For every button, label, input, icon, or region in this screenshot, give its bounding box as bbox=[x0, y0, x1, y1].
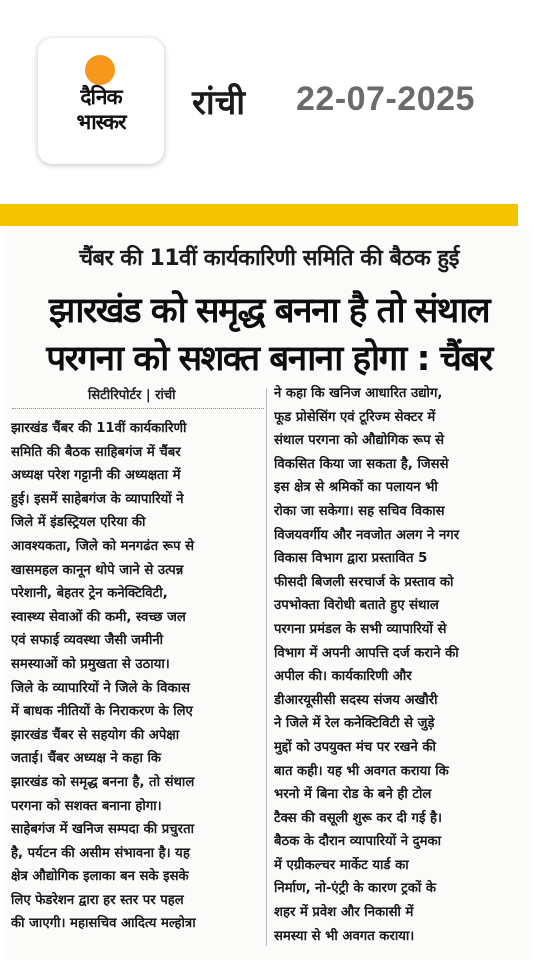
column-line: झारखंड चैंबर से सहयोग की अपेक्षा bbox=[11, 727, 180, 743]
column-line: टैक्स की वसूली शुरू कर दी गई है। bbox=[274, 810, 443, 826]
column-line: भरनो में बिना रोड के बने ही टोल bbox=[274, 787, 432, 803]
column-line: झारखंड को समृद्ध बनना है, तो संथाल bbox=[11, 774, 195, 790]
column-line: जिले के व्यापारियों ने जिले के विकास bbox=[11, 680, 190, 696]
column-line: परगना को सशक्त बनाना होगा। bbox=[11, 798, 162, 814]
column-line: समस्या से भी अवगत कराया। bbox=[274, 928, 415, 944]
edition-date: 22-07-2025 bbox=[296, 80, 475, 118]
column-line: मुद्दों को उपयुक्त मंच पर रखने की bbox=[274, 739, 436, 755]
column-line: ने कहा कि खनिज आधारित उद्योग, bbox=[274, 386, 443, 401]
column-line: बैठक के दौरान व्यापारियों ने दुमका bbox=[274, 834, 442, 850]
logo-text-line1: दैनिक bbox=[80, 85, 122, 109]
column-line: समिति की बैठक साहिबगंज में चैंबर bbox=[11, 444, 181, 460]
column-line: में बाधक नीतियों के निराकरण के लिए bbox=[11, 704, 193, 720]
column-line: रोका जा सकेगा। सह सचिव विकास bbox=[274, 503, 445, 519]
article-column-left bbox=[11, 417, 259, 936]
column-line: खासमहल कानून थोपे जाने से उत्पन्न bbox=[11, 562, 184, 578]
column-line: स्वास्थ्य सेवाओं की कमी, स्वच्छ जल bbox=[11, 609, 186, 625]
accent-bar bbox=[0, 204, 518, 226]
city-label: रांची bbox=[192, 83, 246, 123]
column-line: है, पर्यटन की असीम संभावना है। यह bbox=[11, 845, 190, 861]
logo-text-line2: भास्कर bbox=[76, 110, 126, 134]
column-line: परगना प्रमंडल के सभी व्यापारियों से bbox=[274, 621, 447, 637]
column-line: जिले में इंडस्ट्रियल एरिया की bbox=[11, 515, 146, 531]
column-line: झारखंड चैंबर की 11वीं कार्यकारिणी bbox=[11, 421, 187, 436]
column-line: की जाएगी। महासचिव आदित्य मल्होत्रा bbox=[11, 916, 196, 932]
article-subhead: चैंबर की 11वीं कार्यकारिणी समिति की बैठक हुई bbox=[79, 246, 459, 271]
column-line: इस क्षेत्र से श्रमिकों का पलायन भी bbox=[274, 480, 438, 496]
byline: सिटीरिपोर्टर | रांची bbox=[88, 388, 176, 403]
column-line: ने जिले में रेल कनेक्टिविटी से जुड़े bbox=[274, 716, 435, 732]
column-line: फूड प्रोसेसिंग एवं टूरिज्म सेक्टर में bbox=[274, 409, 436, 425]
column-line: जताई। चैंबर अध्यक्ष ने कहा कि bbox=[11, 751, 161, 767]
column-line: अपील की। कार्यकारिणी और bbox=[274, 669, 412, 685]
article-column-right bbox=[274, 382, 522, 948]
column-divider bbox=[266, 388, 267, 946]
column-line: परेशानी, बेहतर ट्रेन कनेक्टिविटी, bbox=[11, 586, 168, 602]
column-line: संथाल परगना को औद्योगिक रूप से bbox=[274, 433, 445, 449]
headline-line-2: परगना को सशक्त बनाना होगा : चैंबर bbox=[46, 339, 492, 379]
column-line: आवश्यकता, जिले को मनगढंत रूप से bbox=[11, 538, 194, 554]
column-line: उपभोक्ता विरोधी बताते हुए संथाल bbox=[274, 598, 439, 614]
column-line: निर्माण, नो-एंट्री के कारण ट्रकों के bbox=[274, 881, 437, 897]
sun-icon bbox=[85, 55, 115, 85]
column-line: लिए फेडरेशन द्वारा हर स्तर पर पहल bbox=[11, 892, 184, 908]
column-line: एवं सफाई व्यवस्था जैसी जमीनी bbox=[11, 633, 164, 649]
column-line: क्षेत्र औद्योगिक इलाका बन सके इसके bbox=[11, 869, 189, 885]
column-line: विकास विभाग द्वारा प्रस्तावित 5 bbox=[274, 551, 428, 567]
column-line: विभाग में अपनी आपत्ति दर्ज कराने की bbox=[274, 645, 459, 661]
column-line: विजयवर्गीय और नवजोत अलग ने नगर bbox=[274, 527, 460, 543]
column-line: साहेबगंज में खनिज सम्पदा की प्रचुरता bbox=[11, 822, 194, 838]
byline-divider bbox=[12, 408, 264, 409]
column-line: बात कही। यह भी अवगत कराया कि bbox=[274, 763, 449, 779]
column-line: समस्याओं को प्रमुखता से उठाया। bbox=[11, 656, 170, 672]
column-line: हुई। इसमें साहेबगंज के व्यापारियों ने bbox=[11, 491, 184, 507]
dainik-bhaskar-logo bbox=[38, 38, 164, 164]
column-line: में एग्रीकल्चर मार्केट यार्ड का bbox=[274, 857, 409, 873]
column-line: अध्यक्ष परेश गट्टानी की अध्यक्षता में bbox=[11, 468, 181, 484]
column-line: विकसित किया जा सकता है, जिससे bbox=[274, 456, 449, 472]
column-line: फीसदी बिजली सरचार्ज के प्रस्ताव को bbox=[274, 574, 454, 590]
column-line: शहर में प्रवेश और निकासी में bbox=[274, 905, 414, 921]
headline-line-1: झारखंड को समृद्ध बनना है तो संथाल bbox=[48, 291, 490, 331]
column-line: डीआरयूसीसी सदस्य संजय अखौरी bbox=[274, 692, 438, 708]
